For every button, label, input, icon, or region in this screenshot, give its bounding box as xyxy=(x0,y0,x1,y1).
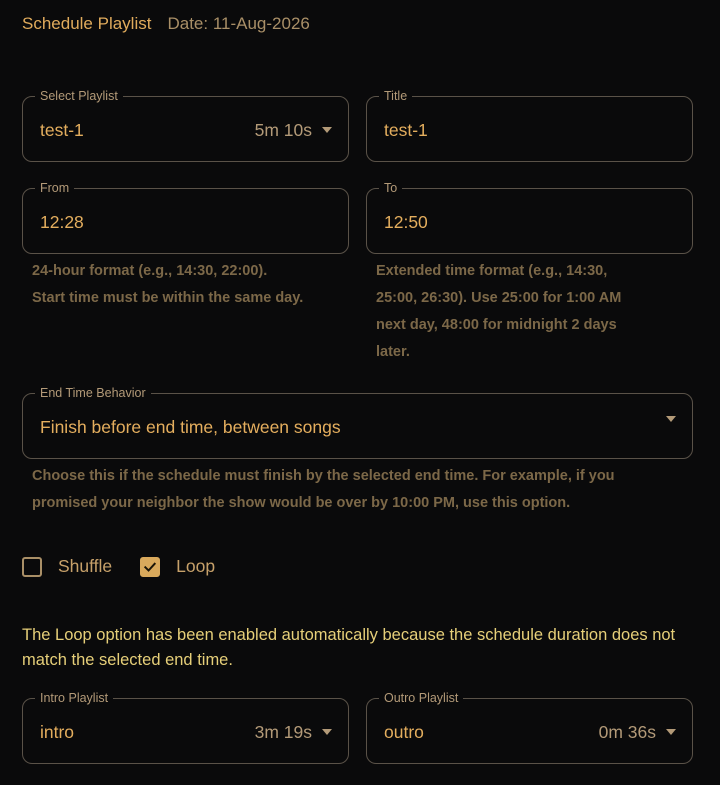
shuffle-checkbox-box[interactable] xyxy=(22,557,42,577)
intro-playlist-duration: 3m 19s xyxy=(254,722,312,742)
from-helper-line: Start time must be within the same day. xyxy=(32,290,304,306)
checkmark-icon xyxy=(143,560,157,574)
shuffle-checkbox[interactable] xyxy=(22,556,112,577)
loop-checkbox-box[interactable] xyxy=(140,557,160,577)
end-time-behavior-dropdown[interactable] xyxy=(22,386,693,459)
outro-playlist-value: outro xyxy=(384,722,424,742)
outro-playlist-dropdown[interactable] xyxy=(366,691,693,764)
header xyxy=(22,14,310,34)
select-playlist-duration: 5m 10s xyxy=(254,120,312,140)
outro-playlist-label: Outro Playlist xyxy=(379,691,463,705)
options-row xyxy=(22,556,243,577)
end-behavior-helper-line: promised your neighbor the show would be over by 10:00 PM, use this option. xyxy=(32,495,571,511)
from-value[interactable]: 12:28 xyxy=(40,212,84,232)
loop-label[interactable]: Loop xyxy=(176,556,216,576)
page-title: Schedule Playlist xyxy=(22,14,152,33)
to-helper-line: later. xyxy=(376,344,410,360)
outro-playlist-meta xyxy=(599,721,676,743)
end-time-behavior-label: End Time Behavior xyxy=(35,386,151,400)
select-playlist-meta xyxy=(255,119,332,141)
to-label: To xyxy=(379,181,402,195)
intro-playlist-dropdown[interactable] xyxy=(22,691,349,764)
intro-playlist-meta xyxy=(255,721,332,743)
select-playlist-value: test-1 xyxy=(40,120,84,140)
select-playlist-dropdown[interactable] xyxy=(22,89,349,162)
to-helper-line: next day, 48:00 for midnight 2 days xyxy=(376,317,617,333)
from-label: From xyxy=(35,181,74,195)
to-helper-line: 25:00, 26:30). Use 25:00 for 1:00 AM xyxy=(376,290,622,306)
outro-playlist-duration: 0m 36s xyxy=(598,722,656,742)
to-time-field[interactable] xyxy=(366,181,693,254)
intro-playlist-value: intro xyxy=(40,722,75,742)
chevron-down-icon[interactable] xyxy=(666,416,676,422)
loop-checkbox[interactable] xyxy=(140,556,215,577)
intro-playlist-label: Intro Playlist xyxy=(35,691,113,705)
schedule-date: Date: 11-Aug-2026 xyxy=(167,14,310,33)
chevron-down-icon[interactable] xyxy=(322,127,332,133)
end-behavior-helper-line: Choose this if the schedule must finish by the selected end time. For example, if you xyxy=(32,468,615,484)
from-helper-text xyxy=(32,258,352,312)
title-field[interactable] xyxy=(366,89,693,162)
title-label: Title xyxy=(379,89,412,103)
to-helper-line: Extended time format (e.g., 14:30, xyxy=(376,263,608,279)
end-time-behavior-meta xyxy=(666,416,676,422)
from-time-field[interactable] xyxy=(22,181,349,254)
loop-notice: The Loop option has been enabled automatically because the schedule duration does not match the selected end time. xyxy=(22,626,676,669)
to-helper-text xyxy=(376,258,696,366)
title-value[interactable]: test-1 xyxy=(384,120,428,140)
from-helper-line: 24-hour format (e.g., 14:30, 22:00). xyxy=(32,263,268,279)
select-playlist-label: Select Playlist xyxy=(35,89,123,103)
end-behavior-helper-text xyxy=(32,463,702,517)
end-time-behavior-value: Finish before end time, between songs xyxy=(40,417,341,437)
chevron-down-icon[interactable] xyxy=(322,729,332,735)
shuffle-label[interactable]: Shuffle xyxy=(58,556,113,576)
chevron-down-icon[interactable] xyxy=(666,729,676,735)
to-value[interactable]: 12:50 xyxy=(384,212,428,232)
